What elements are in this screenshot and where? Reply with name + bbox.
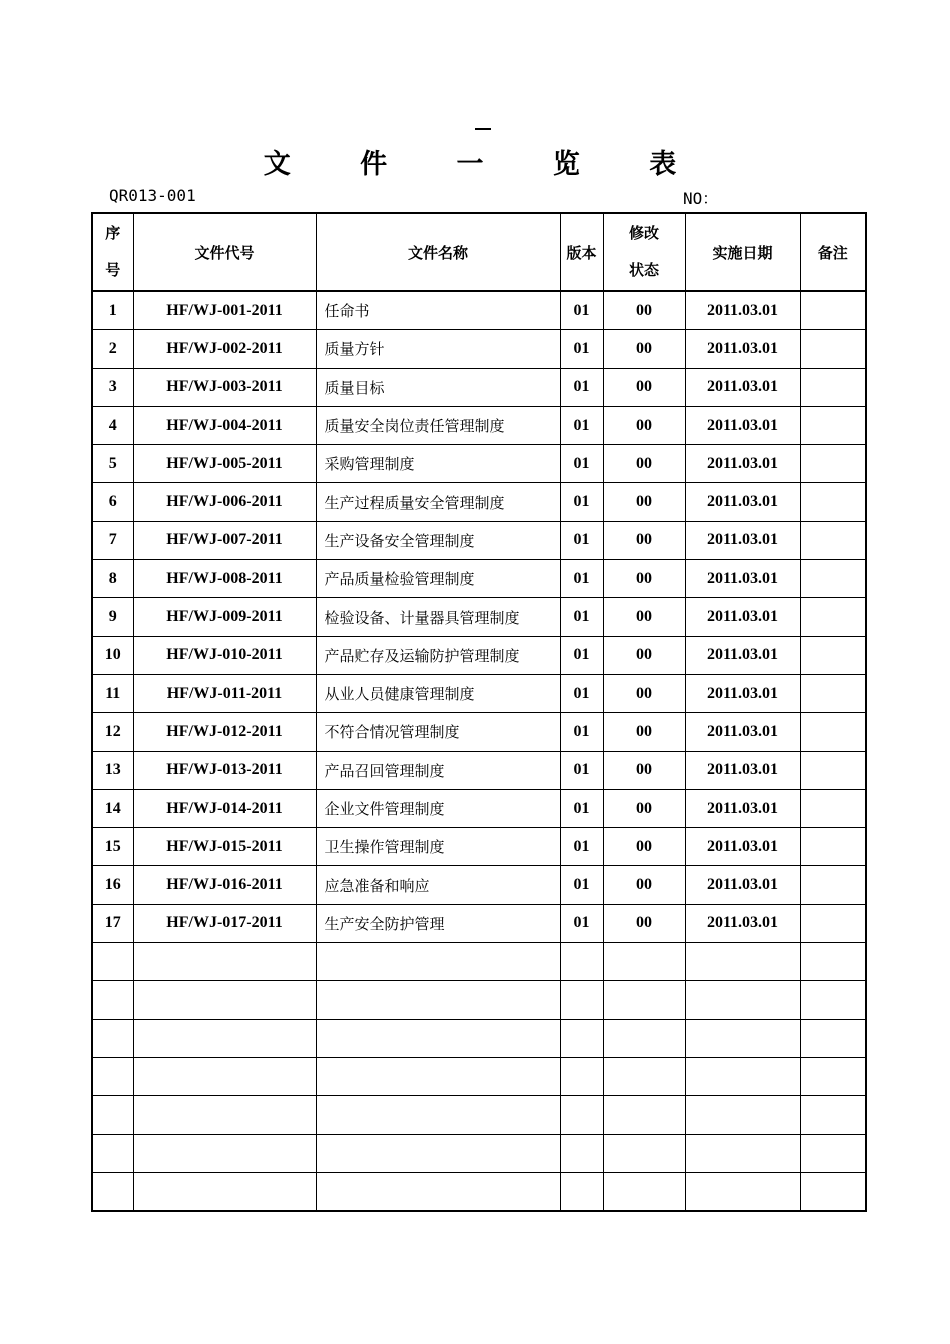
cell-seq: 12 xyxy=(92,713,133,751)
cell-doc-name xyxy=(316,981,560,1019)
cell-remark xyxy=(800,368,866,406)
header-version: 版本 xyxy=(560,213,603,291)
header-remark: 备注 xyxy=(800,213,866,291)
cell-remark xyxy=(800,1057,866,1095)
cell-doc-name: 产品贮存及运输防护管理制度 xyxy=(316,636,560,674)
cell-doc-name: 生产设备安全管理制度 xyxy=(316,521,560,559)
table-row xyxy=(92,1096,866,1134)
cell-version xyxy=(560,1096,603,1134)
cell-remark xyxy=(800,483,866,521)
cell-version: 01 xyxy=(560,751,603,789)
cell-version: 01 xyxy=(560,521,603,559)
cell-remark xyxy=(800,1172,866,1211)
cell-remark xyxy=(800,291,866,330)
table-row xyxy=(92,368,866,406)
cell-revision: 00 xyxy=(603,636,685,674)
table-header-row xyxy=(92,213,866,291)
cell-seq: 17 xyxy=(92,904,133,942)
cell-remark xyxy=(800,598,866,636)
cell-date xyxy=(685,1172,800,1211)
cell-date: 2011.03.01 xyxy=(685,828,800,866)
cell-revision: 00 xyxy=(603,789,685,827)
cell-seq xyxy=(92,1096,133,1134)
cell-doc-name xyxy=(316,1057,560,1095)
cell-seq: 13 xyxy=(92,751,133,789)
cell-doc-name: 质量安全岗位责任管理制度 xyxy=(316,406,560,444)
cell-revision xyxy=(603,1096,685,1134)
cell-revision xyxy=(603,943,685,981)
cell-doc-name: 卫生操作管理制度 xyxy=(316,828,560,866)
title-dash-mark xyxy=(475,128,491,130)
cell-doc-name xyxy=(316,1096,560,1134)
cell-version: 01 xyxy=(560,866,603,904)
cell-version: 01 xyxy=(560,330,603,368)
cell-version xyxy=(560,1019,603,1057)
cell-remark xyxy=(800,1019,866,1057)
cell-version xyxy=(560,1172,603,1211)
cell-seq: 7 xyxy=(92,521,133,559)
cell-date: 2011.03.01 xyxy=(685,483,800,521)
cell-revision: 00 xyxy=(603,483,685,521)
cell-remark xyxy=(800,904,866,942)
header-doc-name: 文件名称 xyxy=(316,213,560,291)
cell-doc-code: HF/WJ-013-2011 xyxy=(133,751,316,789)
cell-version xyxy=(560,943,603,981)
cell-remark xyxy=(800,406,866,444)
cell-remark xyxy=(800,1134,866,1172)
cell-doc-name xyxy=(316,1172,560,1211)
cell-doc-code: HF/WJ-006-2011 xyxy=(133,483,316,521)
header-seq: 序 号 xyxy=(92,213,133,291)
cell-doc-code: HF/WJ-011-2011 xyxy=(133,674,316,712)
table-row xyxy=(92,943,866,981)
cell-doc-name: 产品召回管理制度 xyxy=(316,751,560,789)
cell-version xyxy=(560,1057,603,1095)
table-row xyxy=(92,789,866,827)
page-title: 文 件 一 览 表 xyxy=(263,149,707,180)
cell-remark xyxy=(800,828,866,866)
table-row xyxy=(92,866,866,904)
cell-date xyxy=(685,1057,800,1095)
cell-revision xyxy=(603,1134,685,1172)
cell-remark xyxy=(800,445,866,483)
table-row xyxy=(92,1019,866,1057)
cell-doc-code: HF/WJ-017-2011 xyxy=(133,904,316,942)
document-list-table xyxy=(91,212,867,1212)
cell-date: 2011.03.01 xyxy=(685,751,800,789)
cell-date: 2011.03.01 xyxy=(685,904,800,942)
cell-version: 01 xyxy=(560,483,603,521)
cell-revision xyxy=(603,1057,685,1095)
cell-seq: 15 xyxy=(92,828,133,866)
cell-date: 2011.03.01 xyxy=(685,674,800,712)
table-row xyxy=(92,291,866,330)
cell-remark xyxy=(800,560,866,598)
cell-doc-name xyxy=(316,1134,560,1172)
cell-version: 01 xyxy=(560,904,603,942)
cell-doc-name: 生产安全防护管理 xyxy=(316,904,560,942)
cell-version: 01 xyxy=(560,598,603,636)
cell-remark xyxy=(800,981,866,1019)
cell-doc-code xyxy=(133,1019,316,1057)
cell-doc-name: 产品质量检验管理制度 xyxy=(316,560,560,598)
cell-revision xyxy=(603,1172,685,1211)
cell-doc-code: HF/WJ-007-2011 xyxy=(133,521,316,559)
cell-date: 2011.03.01 xyxy=(685,789,800,827)
cell-seq xyxy=(92,981,133,1019)
cell-revision: 00 xyxy=(603,291,685,330)
cell-doc-code xyxy=(133,1096,316,1134)
cell-seq xyxy=(92,1172,133,1211)
cell-doc-code: HF/WJ-001-2011 xyxy=(133,291,316,330)
cell-doc-name: 企业文件管理制度 xyxy=(316,789,560,827)
cell-doc-code: HF/WJ-004-2011 xyxy=(133,406,316,444)
cell-remark xyxy=(800,751,866,789)
cell-version: 01 xyxy=(560,368,603,406)
cell-doc-name: 从业人员健康管理制度 xyxy=(316,674,560,712)
cell-seq xyxy=(92,943,133,981)
cell-date xyxy=(685,981,800,1019)
cell-revision: 00 xyxy=(603,560,685,598)
cell-remark xyxy=(800,789,866,827)
cell-revision: 00 xyxy=(603,866,685,904)
table-row xyxy=(92,674,866,712)
table-row xyxy=(92,751,866,789)
cell-seq: 10 xyxy=(92,636,133,674)
cell-version: 01 xyxy=(560,291,603,330)
cell-seq: 9 xyxy=(92,598,133,636)
cell-doc-code: HF/WJ-015-2011 xyxy=(133,828,316,866)
cell-doc-code xyxy=(133,943,316,981)
header-revision: 修改 状态 xyxy=(603,213,685,291)
cell-date xyxy=(685,943,800,981)
cell-doc-code: HF/WJ-009-2011 xyxy=(133,598,316,636)
cell-seq: 2 xyxy=(92,330,133,368)
cell-doc-name: 质量目标 xyxy=(316,368,560,406)
cell-remark xyxy=(800,713,866,751)
table-row xyxy=(92,445,866,483)
cell-date: 2011.03.01 xyxy=(685,560,800,598)
cell-revision: 00 xyxy=(603,445,685,483)
cell-date: 2011.03.01 xyxy=(685,521,800,559)
cell-doc-name: 不符合情况管理制度 xyxy=(316,713,560,751)
header-doc-code: 文件代号 xyxy=(133,213,316,291)
table-row xyxy=(92,521,866,559)
cell-doc-code: HF/WJ-014-2011 xyxy=(133,789,316,827)
cell-doc-code: HF/WJ-016-2011 xyxy=(133,866,316,904)
cell-doc-name xyxy=(316,1019,560,1057)
cell-version: 01 xyxy=(560,636,603,674)
cell-remark xyxy=(800,521,866,559)
cell-date: 2011.03.01 xyxy=(685,368,800,406)
cell-version: 01 xyxy=(560,828,603,866)
cell-doc-code: HF/WJ-012-2011 xyxy=(133,713,316,751)
cell-date: 2011.03.01 xyxy=(685,713,800,751)
cell-revision: 00 xyxy=(603,406,685,444)
cell-date: 2011.03.01 xyxy=(685,406,800,444)
table-row xyxy=(92,406,866,444)
cell-date xyxy=(685,1019,800,1057)
cell-seq: 3 xyxy=(92,368,133,406)
cell-date: 2011.03.01 xyxy=(685,445,800,483)
table-row xyxy=(92,598,866,636)
cell-revision: 00 xyxy=(603,828,685,866)
cell-doc-code: HF/WJ-002-2011 xyxy=(133,330,316,368)
cell-seq: 5 xyxy=(92,445,133,483)
cell-doc-name: 质量方针 xyxy=(316,330,560,368)
table-row xyxy=(92,483,866,521)
cell-version: 01 xyxy=(560,789,603,827)
cell-revision: 00 xyxy=(603,598,685,636)
cell-doc-code: HF/WJ-003-2011 xyxy=(133,368,316,406)
cell-revision: 00 xyxy=(603,368,685,406)
cell-date: 2011.03.01 xyxy=(685,291,800,330)
cell-doc-name: 生产过程质量安全管理制度 xyxy=(316,483,560,521)
cell-version: 01 xyxy=(560,445,603,483)
cell-remark xyxy=(800,943,866,981)
cell-doc-code xyxy=(133,981,316,1019)
cell-doc-code: HF/WJ-010-2011 xyxy=(133,636,316,674)
cell-remark xyxy=(800,330,866,368)
table-row xyxy=(92,1134,866,1172)
number-label: NO： xyxy=(683,189,719,208)
cell-seq: 6 xyxy=(92,483,133,521)
cell-doc-name: 采购管理制度 xyxy=(316,445,560,483)
cell-seq: 14 xyxy=(92,789,133,827)
cell-doc-name: 检验设备、计量器具管理制度 xyxy=(316,598,560,636)
table-row xyxy=(92,1172,866,1211)
cell-doc-name: 应急准备和响应 xyxy=(316,866,560,904)
cell-doc-name xyxy=(316,943,560,981)
cell-date: 2011.03.01 xyxy=(685,636,800,674)
table-row xyxy=(92,1057,866,1095)
table-row xyxy=(92,560,866,598)
cell-revision: 00 xyxy=(603,751,685,789)
cell-revision xyxy=(603,1019,685,1057)
cell-version xyxy=(560,1134,603,1172)
cell-seq: 1 xyxy=(92,291,133,330)
cell-date: 2011.03.01 xyxy=(685,598,800,636)
table-row xyxy=(92,904,866,942)
cell-date: 2011.03.01 xyxy=(685,866,800,904)
table-row xyxy=(92,636,866,674)
cell-version xyxy=(560,981,603,1019)
cell-seq: 8 xyxy=(92,560,133,598)
cell-version: 01 xyxy=(560,406,603,444)
cell-seq xyxy=(92,1019,133,1057)
cell-seq xyxy=(92,1057,133,1095)
cell-date xyxy=(685,1096,800,1134)
cell-revision: 00 xyxy=(603,521,685,559)
cell-doc-code xyxy=(133,1134,316,1172)
cell-remark xyxy=(800,866,866,904)
cell-remark xyxy=(800,674,866,712)
cell-date: 2011.03.01 xyxy=(685,330,800,368)
table-row xyxy=(92,330,866,368)
cell-version: 01 xyxy=(560,713,603,751)
cell-seq: 11 xyxy=(92,674,133,712)
header-date: 实施日期 xyxy=(685,213,800,291)
cell-doc-code xyxy=(133,1172,316,1211)
table-row xyxy=(92,981,866,1019)
cell-revision: 00 xyxy=(603,674,685,712)
cell-version: 01 xyxy=(560,674,603,712)
cell-doc-code: HF/WJ-005-2011 xyxy=(133,445,316,483)
cell-revision xyxy=(603,981,685,1019)
cell-revision: 00 xyxy=(603,330,685,368)
cell-seq: 16 xyxy=(92,866,133,904)
cell-doc-code xyxy=(133,1057,316,1095)
cell-remark xyxy=(800,1096,866,1134)
cell-seq: 4 xyxy=(92,406,133,444)
cell-doc-code: HF/WJ-008-2011 xyxy=(133,560,316,598)
form-code: QR013-001 xyxy=(109,186,196,205)
cell-revision: 00 xyxy=(603,713,685,751)
cell-doc-name: 任命书 xyxy=(316,291,560,330)
cell-seq xyxy=(92,1134,133,1172)
table-row xyxy=(92,713,866,751)
table-row xyxy=(92,828,866,866)
cell-remark xyxy=(800,636,866,674)
cell-revision: 00 xyxy=(603,904,685,942)
cell-date xyxy=(685,1134,800,1172)
cell-version: 01 xyxy=(560,560,603,598)
